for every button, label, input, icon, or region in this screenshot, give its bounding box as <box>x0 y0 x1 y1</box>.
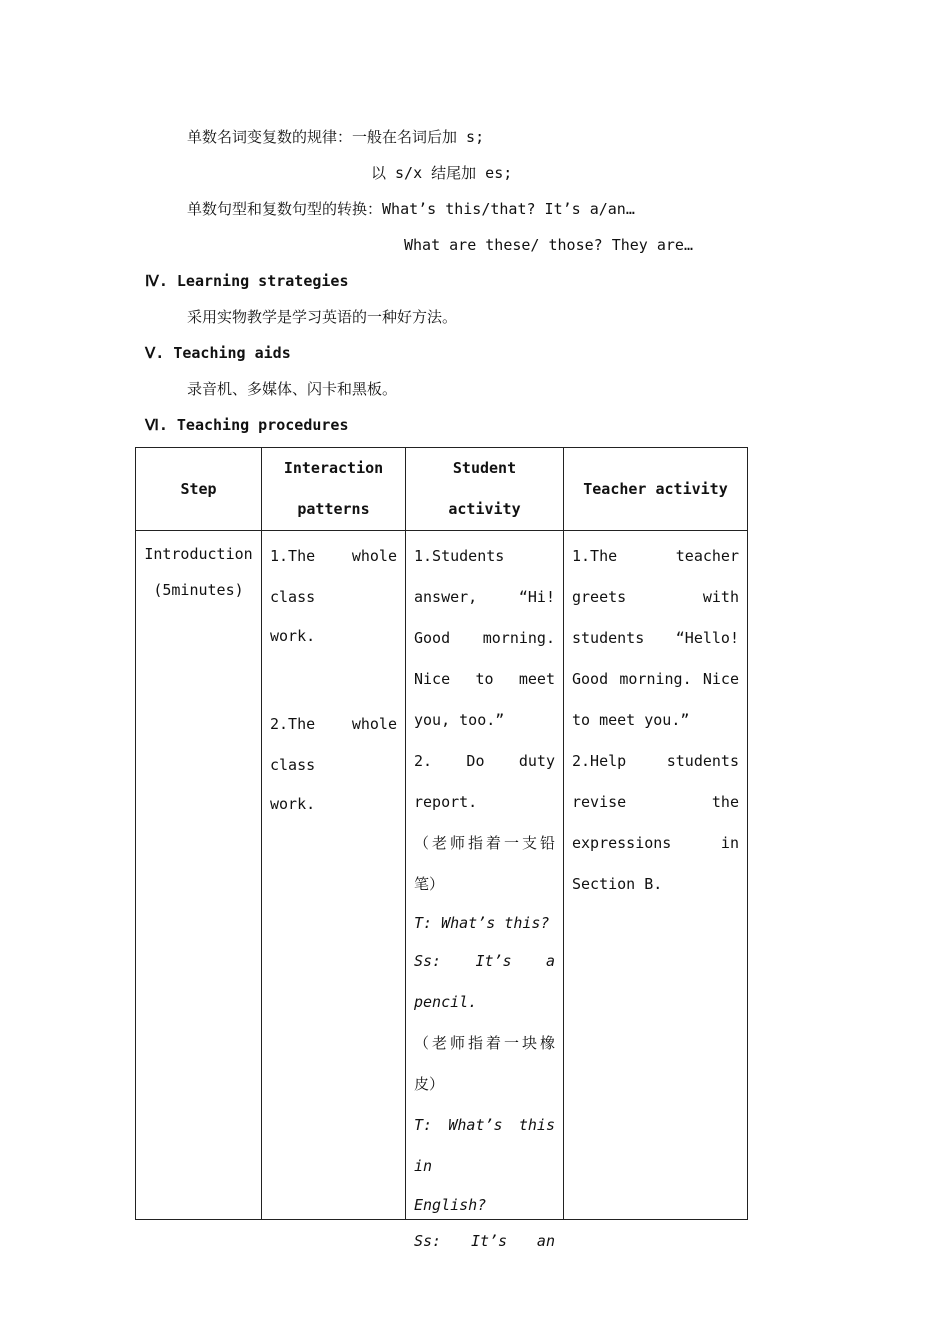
section-number: Ⅴ. <box>145 344 165 362</box>
section-number: Ⅳ. <box>145 272 168 290</box>
header-line: Interaction <box>283 459 384 477</box>
student-activity-2: 2. Do duty report. <box>414 752 555 811</box>
dialogue-line: Ss: It’s an <box>414 1232 555 1250</box>
header-student-activity: Student activity <box>406 448 564 531</box>
section-heading-learning-strategies <box>145 271 349 291</box>
step-cell <box>136 531 262 1220</box>
interaction-item-1-line-1: 1.The whole <box>270 547 397 565</box>
rule-line-4: What are these/ those? They are… <box>404 236 693 254</box>
table-header-row <box>136 448 748 531</box>
teaching-aids-content: 录音机、多媒体、闪卡和黑板。 <box>187 380 398 398</box>
interaction-item-2-line-2: class <box>270 756 316 774</box>
teacher-activity-2: 2.Help students revise the expressions in Section B. <box>572 752 739 893</box>
rule-line-2: 以 s/x 结尾加 es; <box>371 164 513 182</box>
teacher-note-pencil: （老师指着一支铅笔） <box>414 834 555 893</box>
dialogue-line: T: What’s this in <box>414 1116 555 1175</box>
step-duration: (5minutes) <box>153 581 244 599</box>
step-name: Introduction <box>144 545 253 563</box>
section-heading-teaching-procedures <box>145 415 349 435</box>
student-activity-1: 1.Students answer, “Hi! Good morning. Nice to meet you, too.” <box>414 547 555 729</box>
teacher-note-eraser: （老师指着一块橡皮） <box>414 1034 555 1093</box>
section-title: Learning strategies <box>176 272 349 290</box>
interaction-item-1-line-3: work. <box>270 627 316 645</box>
interaction-cell <box>262 531 406 1220</box>
dialogue-line: English? <box>414 1196 487 1214</box>
header-step: Step <box>136 448 262 531</box>
teacher-activity-1: 1.The teacher greets with students “Hello! Good morning. Nice to meet you.” <box>572 547 739 729</box>
student-activity-cell <box>406 531 564 1250</box>
table-row <box>136 531 748 1220</box>
section-title: Teaching procedures <box>176 416 349 434</box>
interaction-item-2-line-1: 2.The whole <box>270 715 397 733</box>
dialogue-line: Ss: It’s a pencil. <box>414 952 555 1011</box>
rule-line-1: 单数名词变复数的规律：一般在名词后加 s; <box>187 128 485 146</box>
header-teacher-activity: Teacher activity <box>564 448 748 531</box>
dialogue-line: T: What’s this? <box>414 914 550 932</box>
learning-strategies-content: 采用实物教学是学习英语的一种好方法。 <box>187 308 458 326</box>
header-interaction-patterns <box>262 448 406 531</box>
section-title: Teaching aids <box>173 344 291 362</box>
interaction-item-1-line-2: class <box>270 588 316 606</box>
section-heading-teaching-aids <box>145 343 291 363</box>
teacher-activity-cell <box>564 531 748 1220</box>
section-number: Ⅵ. <box>145 416 168 434</box>
teaching-procedures-table <box>135 447 748 1250</box>
rule-line-3: 单数句型和复数句型的转换：What’s this/that? It’s a/an… <box>187 200 635 218</box>
header-line: patterns <box>297 500 370 518</box>
interaction-item-2-line-3: work. <box>270 795 316 813</box>
